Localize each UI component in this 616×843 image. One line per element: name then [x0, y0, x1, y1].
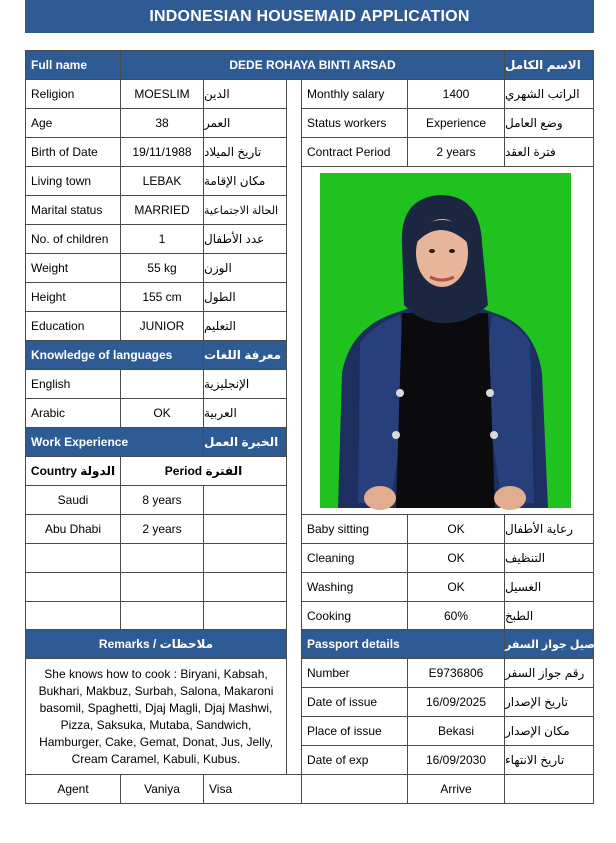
english-value: [120, 369, 204, 399]
status-label-ar: وضع العامل: [504, 108, 594, 138]
applicant-photo: [320, 173, 571, 508]
education-label-ar: التعليم: [203, 311, 287, 341]
salary-label: Monthly salary: [301, 79, 408, 109]
expiry-label-ar: تاريخ الانتهاء: [504, 745, 594, 775]
agent-label: Agent: [25, 774, 121, 804]
cooking-value: 60%: [407, 601, 505, 630]
remarks-text: She knows how to cook : Biryani, Kabsah, Bukhari, Makbuz, Surbah, Salona, Makaroni basomil, Spaghetti, Djaj Magli, Djaj Mashwi, Pizza, Saksuka, Mutaba, Sandwich, Hamburger, Cake, Gemat, Donat, Jus, Jelly, Cream Caramel, Kabuli, Kubus.: [25, 658, 287, 775]
experience-col-country: Country الدولة: [25, 456, 121, 486]
issue-place-value: Bekasi: [407, 716, 505, 746]
washing-label-ar: الغسيل: [504, 572, 594, 602]
experience-cell-empty: [120, 601, 204, 630]
arabic-label: Arabic: [25, 398, 121, 428]
passport-header-ar: تفاصيل جواز السفر: [504, 629, 594, 659]
experience-cell-empty: [203, 601, 287, 630]
experience-cell-empty: [25, 601, 121, 630]
age-label-ar: العمر: [203, 108, 287, 138]
children-label: No. of children: [25, 224, 121, 254]
issue-place-label-ar: مكان الإصدار: [504, 716, 594, 746]
children-label-ar: عدد الأطفال: [203, 224, 287, 254]
religion-label: Religion: [25, 79, 121, 109]
contract-label: Contract Period: [301, 137, 408, 167]
age-value: 38: [120, 108, 204, 138]
passport-number-label-ar: رقم جواز السفر: [504, 658, 594, 688]
washing-label: Washing: [301, 572, 408, 602]
experience-header: Work Experience: [25, 427, 204, 457]
baby-label: Baby sitting: [301, 514, 408, 544]
issue-date-label: Date of issue: [301, 687, 408, 717]
marital-label: Marital status: [25, 195, 121, 225]
marital-label-ar: الحالة الاجتماعية: [203, 195, 287, 225]
town-value: LEBAK: [120, 166, 204, 196]
english-label-ar: الإنجليزية: [203, 369, 287, 399]
religion-value: MOESLIM: [120, 79, 204, 109]
salary-label-ar: الراتب الشهري: [504, 79, 594, 109]
height-label: Height: [25, 282, 121, 312]
experience-cell-empty: [25, 572, 121, 602]
height-value: 155 cm: [120, 282, 204, 312]
weight-label-ar: الوزن: [203, 253, 287, 283]
cooking-label-ar: الطبخ: [504, 601, 594, 630]
age-label: Age: [25, 108, 121, 138]
experience-header-ar: الخبرة العمل: [203, 427, 287, 457]
arrive-label: Arrive: [407, 774, 505, 804]
height-label-ar: الطول: [203, 282, 287, 312]
baby-value: OK: [407, 514, 505, 544]
experience-period: 8 years: [120, 485, 204, 515]
remarks-header: Remarks / ملاحظات: [25, 629, 287, 659]
experience-cell-empty: [25, 543, 121, 573]
weight-value: 55 kg: [120, 253, 204, 283]
status-label: Status workers: [301, 108, 408, 138]
experience-period: 2 years: [120, 514, 204, 544]
experience-cell-empty: [203, 514, 287, 544]
experience-col-period: Period الفترة: [120, 456, 287, 486]
experience-country: Saudi: [25, 485, 121, 515]
weight-label: Weight: [25, 253, 121, 283]
birth-label: Birth of Date: [25, 137, 121, 167]
visa-value: [301, 774, 408, 804]
english-label: English: [25, 369, 121, 399]
baby-label-ar: رعاية الأطفال: [504, 514, 594, 544]
experience-country: Abu Dhabi: [25, 514, 121, 544]
arabic-label-ar: العربية: [203, 398, 287, 428]
arabic-value: OK: [120, 398, 204, 428]
experience-cell-empty: [203, 485, 287, 515]
passport-number-value: E9736806: [407, 658, 505, 688]
status-value: Experience: [407, 108, 505, 138]
education-label: Education: [25, 311, 121, 341]
birth-label-ar: تاريخ الميلاد: [203, 137, 287, 167]
marital-value: MARRIED: [120, 195, 204, 225]
education-value: JUNIOR: [120, 311, 204, 341]
contract-value: 2 years: [407, 137, 505, 167]
birth-value: 19/11/1988: [120, 137, 204, 167]
cooking-label: Cooking: [301, 601, 408, 630]
experience-cell-empty: [203, 543, 287, 573]
experience-cell-empty: [203, 572, 287, 602]
agent-value: Vaniya: [120, 774, 204, 804]
experience-cell-empty: [120, 543, 204, 573]
salary-value: 1400: [407, 79, 505, 109]
arrive-value: [504, 774, 594, 804]
expiry-label: Date of exp: [301, 745, 408, 775]
washing-value: OK: [407, 572, 505, 602]
expiry-value: 16/09/2030: [407, 745, 505, 775]
town-label: Living town: [25, 166, 121, 196]
religion-label-ar: الدين: [203, 79, 287, 109]
languages-header-ar: معرفة اللغات: [203, 340, 287, 370]
issue-date-value: 16/09/2025: [407, 687, 505, 717]
cleaning-label-ar: التنظيف: [504, 543, 594, 573]
visa-label: Visa: [203, 774, 302, 804]
cleaning-label: Cleaning: [301, 543, 408, 573]
issue-date-label-ar: تاريخ الإصدار: [504, 687, 594, 717]
contract-label-ar: فترة العقد: [504, 137, 594, 167]
children-value: 1: [120, 224, 204, 254]
cleaning-value: OK: [407, 543, 505, 573]
experience-cell-empty: [120, 572, 204, 602]
full-name-label: Full name: [25, 50, 121, 80]
full-name-label-ar: الاسم الكامل: [504, 50, 594, 80]
full-name-value: DEDE ROHAYA BINTI ARSAD: [120, 50, 505, 80]
page-title: INDONESIAN HOUSEMAID APPLICATION: [25, 0, 594, 33]
passport-header: Passport details: [301, 629, 505, 659]
issue-place-label: Place of issue: [301, 716, 408, 746]
languages-header: Knowledge of languages: [25, 340, 204, 370]
passport-number-label: Number: [301, 658, 408, 688]
town-label-ar: مكان الإقامة: [203, 166, 287, 196]
